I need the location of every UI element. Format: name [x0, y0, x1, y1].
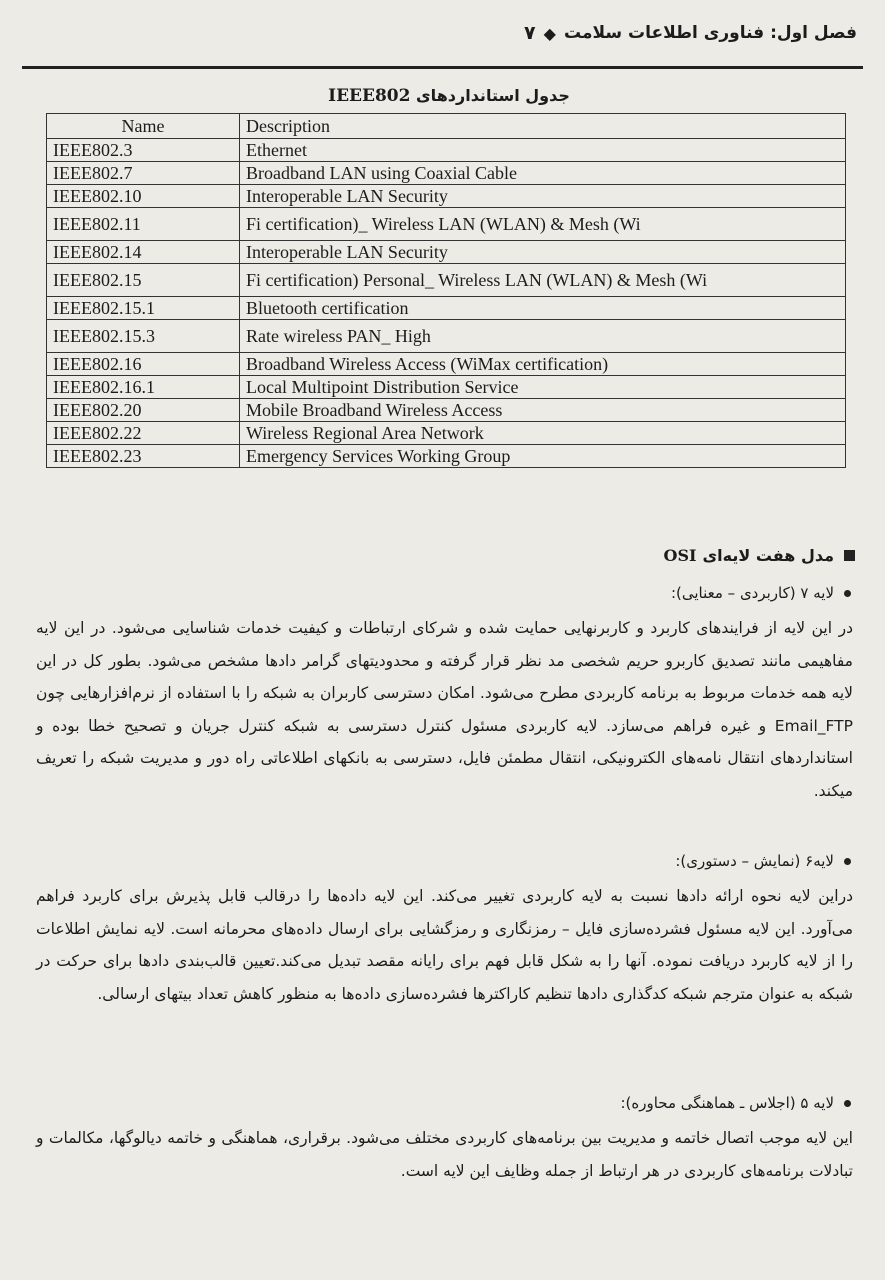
standard-name: IEEE802.3 — [47, 139, 240, 162]
standard-name: IEEE802.15.1 — [47, 297, 240, 320]
table-row — [47, 264, 846, 297]
table-header-row — [47, 114, 846, 139]
table-row — [47, 297, 846, 320]
table-row — [47, 445, 846, 468]
layer6-title-text: لایه۶ (نمایش – دستوری): — [675, 852, 834, 870]
standard-name: IEEE802.23 — [47, 445, 240, 468]
table-row — [47, 422, 846, 445]
standard-name: IEEE802.11 — [47, 208, 240, 241]
table-row — [47, 185, 846, 208]
square-bullet-icon — [844, 550, 855, 561]
table-row — [47, 139, 846, 162]
table-caption — [45, 86, 845, 106]
layer7-title-text: لایه ۷ (کاربردی – معنایی): — [670, 584, 834, 602]
table-row — [47, 376, 846, 399]
bullet-dot-icon — [844, 1100, 851, 1107]
table-row — [47, 399, 846, 422]
standard-description: Rate wireless PAN_ High — [240, 320, 846, 353]
standard-description: Interoperable LAN Security — [240, 185, 846, 208]
diamond-icon: ◆ — [543, 23, 556, 43]
column-header-description: Description — [240, 114, 846, 139]
standard-name: IEEE802.16.1 — [47, 376, 240, 399]
layer7-paragraph: در این لایه از فرایندهای کاربرد و کاربرنهایی حمایت شده و شرکای ارتباطات و کیفیت خدمات شناسایی می‌شود. در این لایه مفاهیمی مانند تصدیق کاربرو حریم شخصی مد نظر قرار گرفته و محدودیتهای گرامر دادها مشخص می‌شود. بطور کل در این لایه همه خدمات مربوط به برنامه کاربردی مطرح می‌شود. امکان دسترسی کاربران به شبکه را با استفاده از نرم‌افزارهایی چون Email_FTP و غیره فراهم می‌سازد. لایه کاربردی مسئول کنترل دسترسی به شبکه کنترل جریان و تصحیح خطا بوده و استانداردهای انتقال نامه‌های الکترونیکی، انتقال مطمئن فایل، دسترسی به بانکهای اطلاعاتی راه دور و مدیریت شبکه را تعریف میکند. — [36, 619, 853, 800]
ieee802-standards-table — [46, 113, 846, 468]
standard-description: Ethernet — [240, 139, 846, 162]
layer6-paragraph: دراین لایه نحوه ارائه دادها نسبت به لایه کاربردی تغییر می‌کند. این لایه داده‌ها را درقالب قابل پذیرش برای کاربرد فراهم می‌آورد. این لایه مسئول فشرده‌سازی فایل – رمزنگاری و رمزگشایی برای ارسال داده‌های محرمانه است. لایه نمایش اطلاعات را از لایه کاربرد دریافت نموده. آنها را به شکل قابل فهم برای رایانه مقصد تبدیل می‌کند.تعیین قالب‌بندی دادها برای حرکت در شبکه به عنوان مترجم شبکه کدگذاری دادها تنظیم کاراکترها فشرده‌سازی داده‌ها به منظور کاهش تعداد بیتهای ارسالی. — [36, 887, 853, 1003]
standard-name: IEEE802.15 — [47, 264, 240, 297]
standard-name: IEEE802.7 — [47, 162, 240, 185]
bullet-dot-icon — [844, 858, 851, 865]
section-heading-text: مدل هفت لایه‌ای — [702, 546, 834, 565]
standard-description: Broadband LAN using Coaxial Cable — [240, 162, 846, 185]
standard-description: Bluetooth certification — [240, 297, 846, 320]
running-header — [30, 14, 857, 52]
table-caption-code: IEEE802 — [328, 86, 411, 106]
chapter-title: فصل اول: فناوری اطلاعات سلامت — [563, 23, 857, 43]
standard-description: Wireless Regional Area Network — [240, 422, 846, 445]
table-row — [47, 162, 846, 185]
page-number: ۷ — [524, 22, 536, 44]
standard-description: Mobile Broadband Wireless Access — [240, 399, 846, 422]
standard-name: IEEE802.16 — [47, 353, 240, 376]
layer7-title — [671, 584, 851, 602]
table-caption-text: جدول استانداردهای — [416, 86, 570, 105]
standard-description: Fi certification)_ Wireless LAN (WLAN) & Mesh (Wi — [240, 208, 846, 241]
standard-description: Broadband Wireless Access (WiMax certification) — [240, 353, 846, 376]
standard-name: IEEE802.22 — [47, 422, 240, 445]
layer5-title-text: لایه ۵ (اجلاس ـ هماهنگی محاوره): — [620, 1094, 834, 1112]
standard-description: Emergency Services Working Group — [240, 445, 846, 468]
layer6-title — [675, 852, 851, 870]
layer5-title — [620, 1094, 851, 1112]
table-row — [47, 353, 846, 376]
table-row — [47, 241, 846, 264]
column-header-name: Name — [47, 114, 240, 139]
table-row — [47, 208, 846, 241]
layer5-paragraph: این لایه موجب اتصال خاتمه و مدیریت بین برنامه‌های کاربردی مختلف می‌شود. برقراری، هماهنگی و خاتمه دیالوگها، مکالمات و تبادلات برنامه‌های کاربردی در هر ارتباط از جمله وظایف این لایه است. — [36, 1129, 853, 1180]
bullet-dot-icon — [844, 590, 851, 597]
standard-name: IEEE802.15.3 — [47, 320, 240, 353]
standard-name: IEEE802.10 — [47, 185, 240, 208]
table-row — [47, 320, 846, 353]
section-heading-code: OSI — [663, 546, 697, 565]
header-rule — [22, 66, 863, 69]
standard-description: Fi certification) Personal_ Wireless LAN (WLAN) & Mesh (Wi — [240, 264, 846, 297]
section-heading — [664, 546, 855, 565]
standard-description: Local Multipoint Distribution Service — [240, 376, 846, 399]
standard-name: IEEE802.14 — [47, 241, 240, 264]
standard-description: Interoperable LAN Security — [240, 241, 846, 264]
standard-name: IEEE802.20 — [47, 399, 240, 422]
